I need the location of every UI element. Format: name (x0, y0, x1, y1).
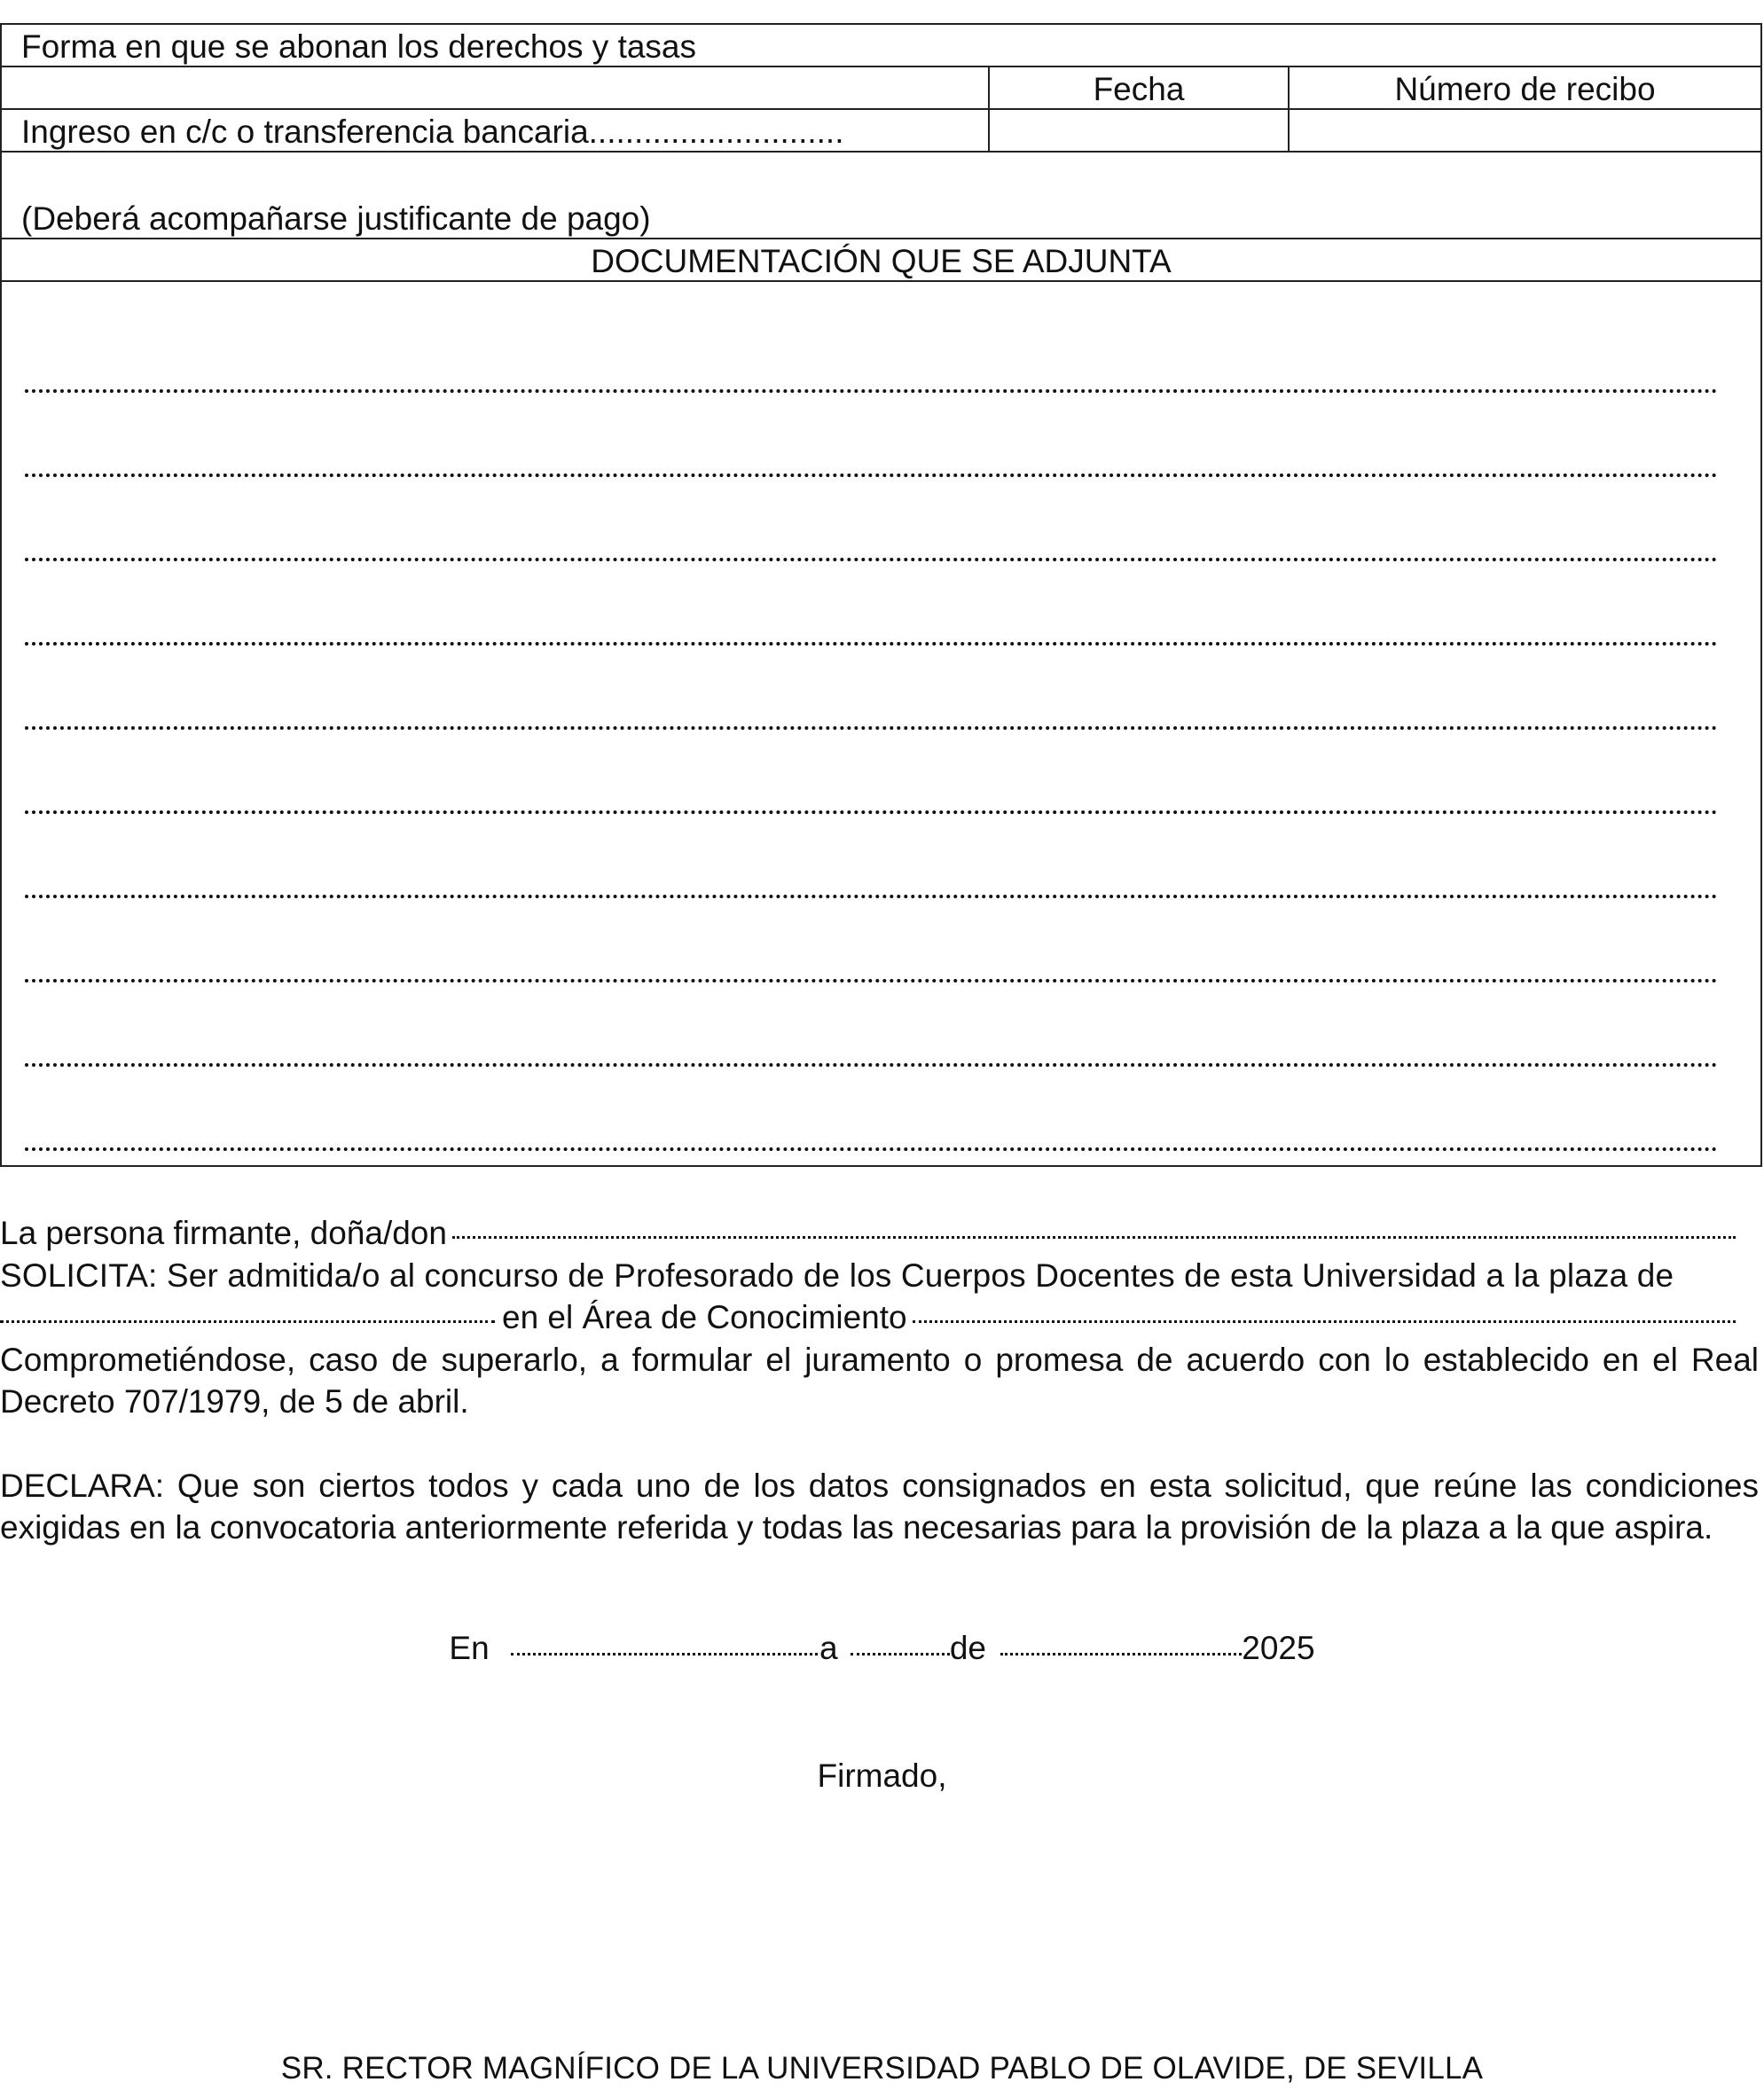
declares-text: DECLARA: Que son ciertos todos y cada uno de los datos consignados en esta solicitud, que reúne las condiciones exigidas en la convocatoria anteriormente referida y todas las necesarias para la provisión de la plaza a la que aspira. (0, 1467, 1759, 1546)
payment-heading: Forma en que se abonan los derechos y tasas (1, 24, 1761, 67)
signer-label: La persona firmante, doña/don (0, 1215, 447, 1251)
commitment-text: Comprometiéndose, caso de superarlo, a formular el juramento o promesa de acuerdo con lo establecido en el Real Decreto 707/1979, de 5 de abril. (0, 1341, 1759, 1420)
place-date-year: 2025 (1242, 1630, 1315, 1666)
documentation-heading: DOCUMENTACIÓN QUE SE ADJUNTA (1, 239, 1761, 281)
addressee-line: SR. RECTOR MAGNÍFICO DE LA UNIVERSIDAD PABLO DE OLAVIDE, DE SEVILLA (280, 2051, 1484, 2086)
documentation-line[interactable] (25, 912, 1718, 997)
payment-note: (Deberá acompañarse justificante de pago) (1, 152, 1761, 239)
plaza-dotted-line (0, 1320, 495, 1323)
place-prefix: En (449, 1630, 490, 1666)
request-line: SOLICITA: Ser admitida/o al concurso de Profesorado de los Cuerpos Docentes de esta Universidad a la plaza de (0, 1256, 1674, 1294)
place-date-line (0, 1630, 1764, 1667)
place-date-de: de (949, 1630, 986, 1666)
documentation-line[interactable] (25, 575, 1718, 660)
payment-documentation-table (0, 23, 1762, 1167)
payment-receipt-header: Número de recibo (1289, 67, 1761, 109)
area-label: en el Área de Conocimiento (502, 1299, 907, 1335)
payment-method-row (1, 109, 1761, 152)
month-field[interactable] (1000, 1652, 1242, 1656)
payment-date-header: Fecha (989, 67, 1289, 109)
payment-receipt-field[interactable] (1289, 109, 1761, 152)
payment-columns-row (1, 67, 1761, 109)
signer-dotted-line (452, 1236, 1736, 1239)
place-date-a: a (819, 1630, 838, 1666)
payment-method-label: Ingreso en c/c o transferencia bancaria............................ (1, 109, 989, 152)
declaration-block (0, 1212, 1759, 1549)
day-field[interactable] (851, 1652, 950, 1656)
documentation-heading-row (1, 239, 1761, 281)
documentation-line[interactable] (25, 407, 1718, 491)
payment-date-field[interactable] (989, 109, 1289, 152)
area-dotted-line (913, 1320, 1736, 1323)
documentation-line[interactable] (25, 744, 1718, 828)
payment-heading-row (1, 24, 1761, 67)
place-field[interactable] (511, 1652, 818, 1656)
payment-note-row (1, 152, 1761, 239)
documentation-area-row (1, 281, 1761, 1166)
plaza-area-line (0, 1296, 1759, 1339)
documentation-line[interactable] (25, 323, 1718, 407)
documentation-line[interactable] (25, 997, 1718, 1081)
signer-line (0, 1212, 1759, 1255)
documentation-lines (2, 282, 1760, 1165)
documentation-line[interactable] (25, 1081, 1718, 1165)
documentation-line[interactable] (25, 491, 1718, 575)
payment-columns-spacer (1, 67, 989, 109)
signature-label: Firmado, (817, 1757, 947, 1794)
documentation-line[interactable] (25, 828, 1718, 912)
documentation-line[interactable] (25, 660, 1718, 744)
documentation-area (1, 281, 1761, 1166)
